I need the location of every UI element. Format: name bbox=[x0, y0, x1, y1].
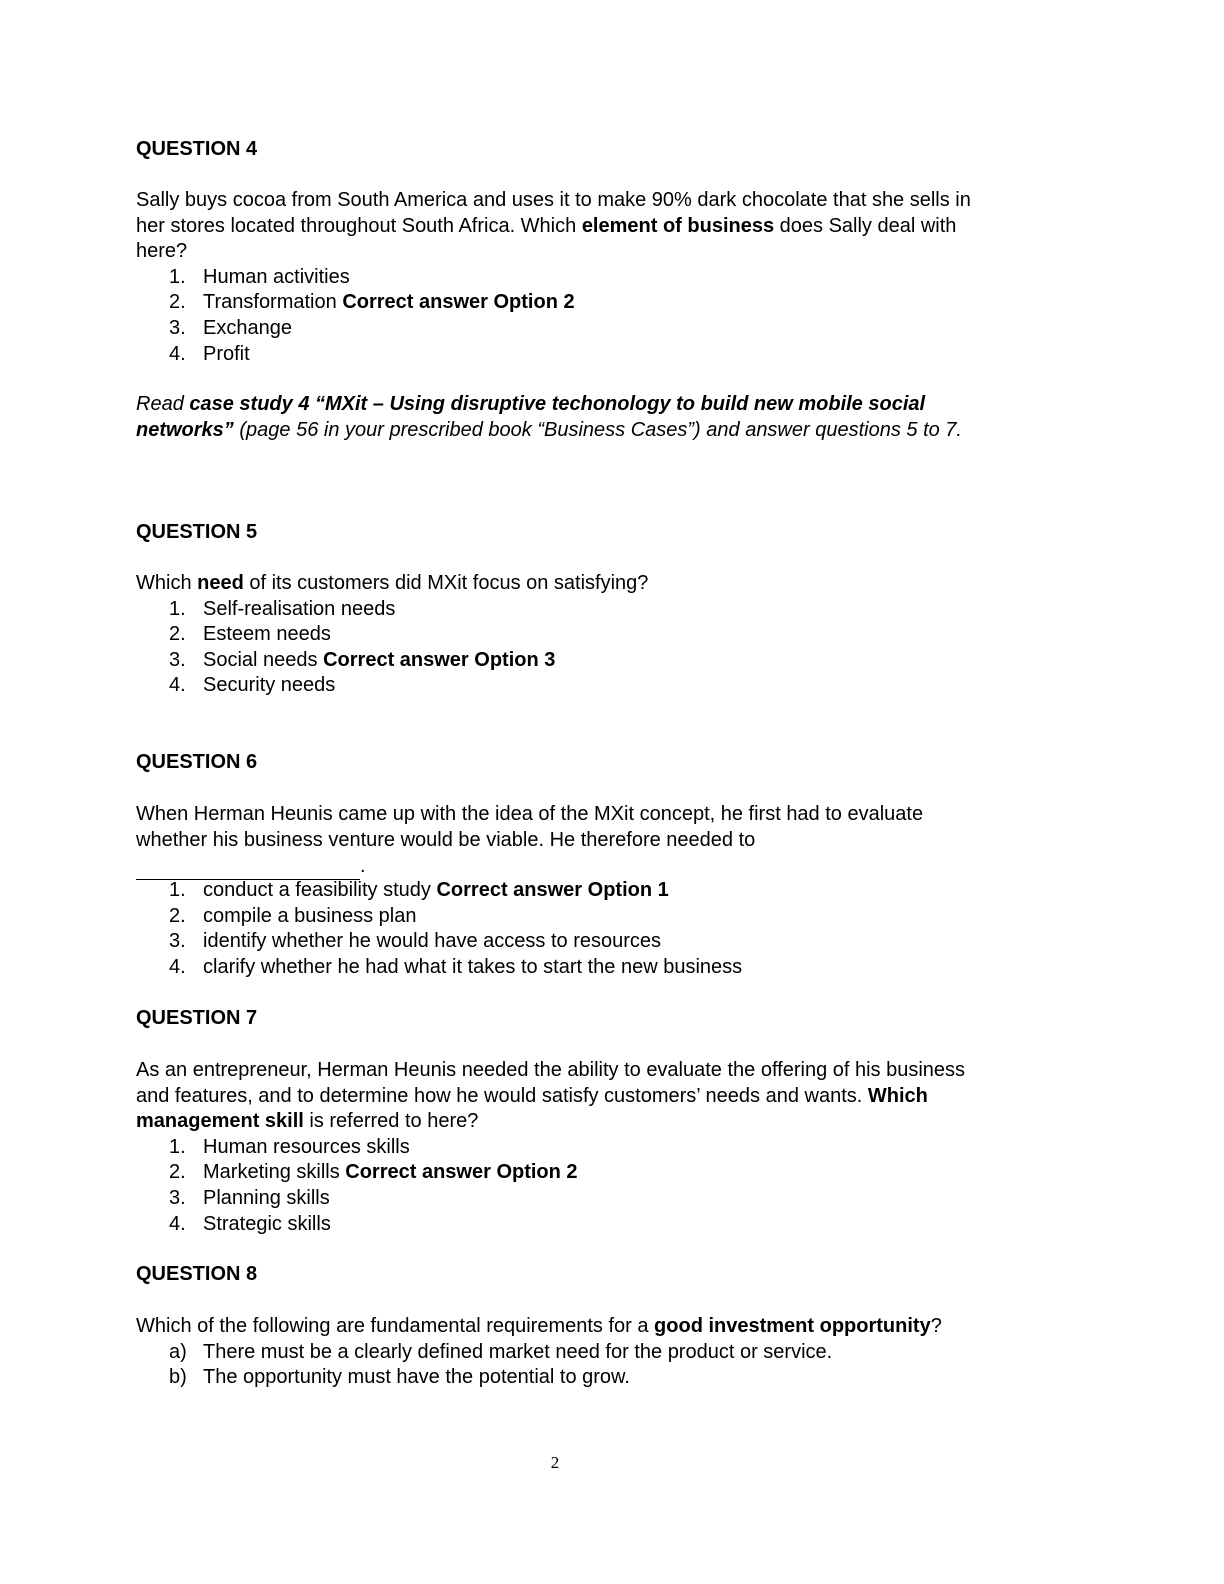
question-5-option-1: 1. Self-realisation needs bbox=[169, 597, 396, 620]
case-study-instruction: Read case study 4 “MXit – Using disruptive techonology to build new mobile social networks” (page 56 in your prescribed book “Business Cases”) and answer questions 5 to 7. bbox=[136, 393, 962, 441]
question-4-option-3: 3. Exchange bbox=[169, 316, 292, 339]
question-6-option-1: 1. conduct a feasibility study Correct answer Option 1 bbox=[169, 879, 669, 901]
question-8-heading: QUESTION 8 bbox=[136, 1263, 258, 1285]
question-6-body bbox=[136, 802, 996, 880]
question-6-option-2: 2. compile a business plan bbox=[169, 904, 417, 927]
question-5-stem: Which need of its customers did MXit focus on satisfying? bbox=[136, 572, 649, 594]
question-4-heading: QUESTION 4 bbox=[136, 138, 258, 160]
question-5-heading: QUESTION 5 bbox=[136, 521, 258, 543]
correct-answer-label: Correct answer Option 1 bbox=[436, 879, 669, 901]
question-7-stem: As an entrepreneur, Herman Heunis needed the ability to evaluate the offering of his business and features, and to determine how he would satisfy customers’ needs and wants. Which management skill is referred to here? bbox=[136, 1059, 966, 1133]
question-7-option-2: 2. Marketing skills Correct answer Option 2 bbox=[169, 1161, 578, 1184]
question-5-option-3: 3. Social needs Correct answer Option 3 bbox=[169, 648, 556, 671]
question-6 bbox=[136, 750, 996, 776]
question-8-body bbox=[136, 1314, 996, 1391]
question-6-stem: When Herman Heunis came up with the idea of the MXit concept, he first had to evaluate whether his business venture would be viable. He therefore needed to bbox=[136, 803, 924, 851]
question-7 bbox=[136, 1006, 996, 1032]
question-6-heading: QUESTION 6 bbox=[136, 751, 258, 773]
question-8 bbox=[136, 1262, 996, 1288]
question-7-option-1: 1. Human resources skills bbox=[169, 1135, 410, 1158]
case-study-title: case study 4 “MXit – Using disruptive techonology to build new mobile social networks” bbox=[136, 393, 926, 441]
question-8-option-b: b) The opportunity must have the potential to grow. bbox=[169, 1366, 630, 1389]
question-4-option-4: 4. Profit bbox=[169, 342, 250, 365]
question-8-stem: Which of the following are fundamental requirements for a good investment opportunity? bbox=[136, 1315, 942, 1337]
question-5-option-4: 4. Security needs bbox=[169, 674, 336, 697]
question-5-option-2: 2. Esteem needs bbox=[169, 623, 331, 646]
answer-blank bbox=[136, 859, 360, 880]
question-4 bbox=[136, 137, 996, 163]
question-7-body bbox=[136, 1058, 996, 1237]
page-number: 2 bbox=[550, 1453, 560, 1472]
question-7-option-4: 4. Strategic skills bbox=[169, 1212, 331, 1235]
correct-answer-label: Correct answer Option 2 bbox=[342, 291, 575, 314]
question-7-option-3: 3. Planning skills bbox=[169, 1186, 330, 1209]
question-4-option-2: 2. Transformation Correct answer Option 2 bbox=[169, 291, 575, 314]
question-4-stem: Sally buys cocoa from South America and uses it to make 90% dark chocolate that she sells in her stores located throughout South Africa. Which element of business does Sally deal with here? bbox=[136, 189, 971, 263]
correct-answer-label: Correct answer Option 3 bbox=[323, 648, 556, 671]
question-8-option-a: a) There must be a clearly defined market need for the product or service. bbox=[169, 1340, 833, 1363]
question-6-options bbox=[136, 878, 996, 980]
question-6-blank-line: . bbox=[136, 854, 996, 880]
question-5-body bbox=[136, 571, 996, 699]
question-6-option-4: 4. clarify whether he had what it takes to start the new business bbox=[169, 955, 743, 978]
question-7-heading: QUESTION 7 bbox=[136, 1007, 258, 1029]
correct-answer-label: Correct answer Option 2 bbox=[345, 1161, 578, 1184]
question-6-option-3: 3. identify whether he would have access to resources bbox=[169, 930, 662, 953]
question-5 bbox=[136, 520, 996, 546]
question-4-body bbox=[136, 188, 996, 367]
question-4-option-1: 1. Human activities bbox=[169, 265, 350, 288]
